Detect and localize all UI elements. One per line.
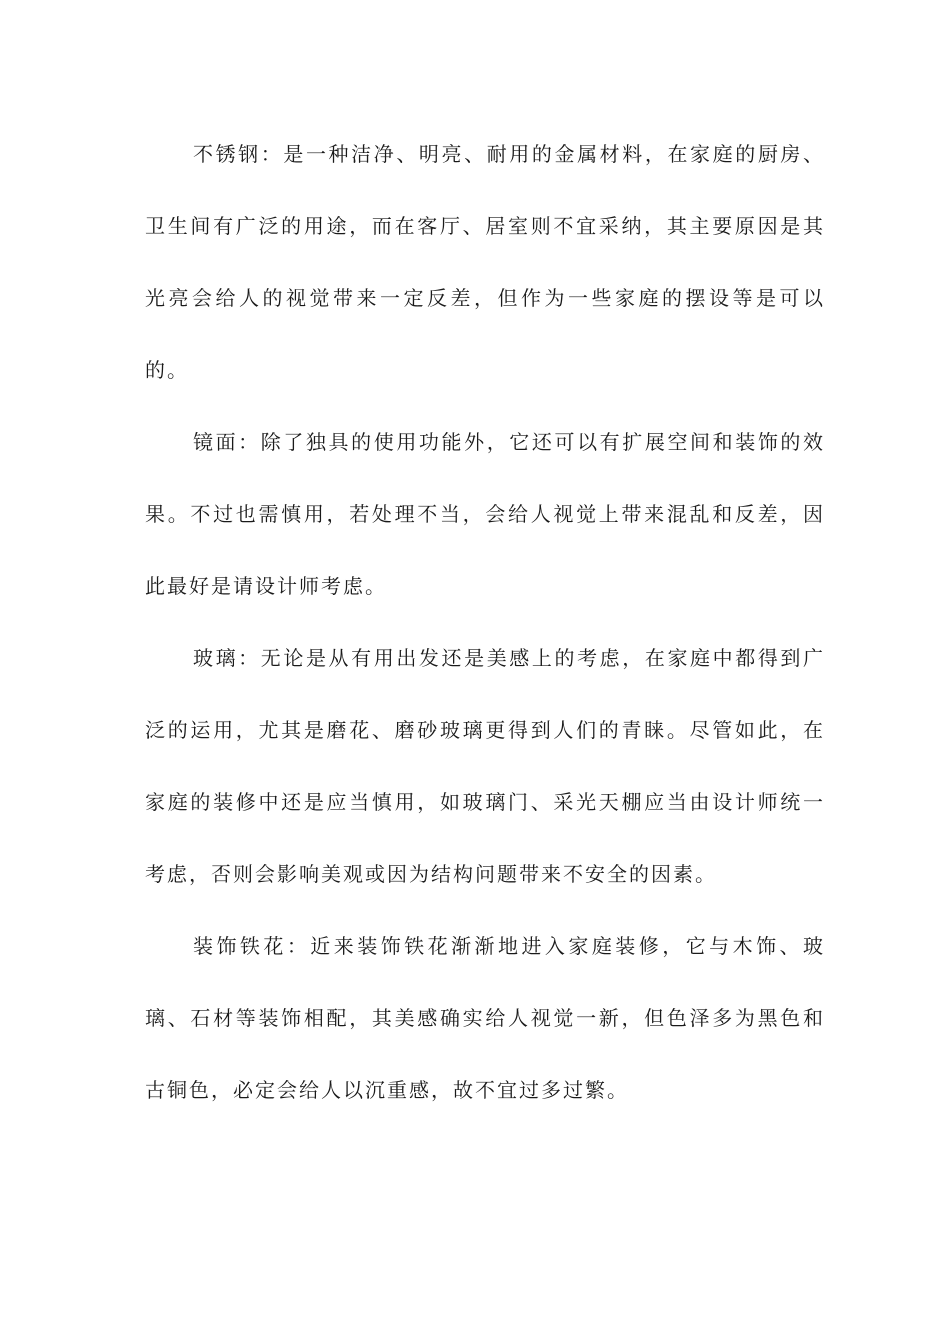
paragraph-glass: 玻璃：无论是从有用出发还是美感上的考虑，在家庭中都得到广泛的运用，尤其是磨花、磨砂玻璃更得到人们的青睐。尽管如此，在家庭的装修中还是应当慎用，如玻璃门、采光天棚应当由设计师统一考虑，否则会影响美观或因为结构问题带来不安全的因素。 [145,646,825,886]
paragraph-decorative-ironwork: 装饰铁花：近来装饰铁花渐渐地进入家庭装修，它与木饰、玻璃、石材等装饰相配，其美感确实给人视觉一新，但色泽多为黑色和古铜色，必定会给人以沉重感，故不宜过多过繁。 [145,934,825,1102]
document-body [145,118,825,1126]
paragraph-mirror: 镜面：除了独具的使用功能外，它还可以有扩展空间和装饰的效果。不过也需慎用，若处理不当，会给人视觉上带来混乱和反差，因此最好是请设计师考虑。 [145,430,825,598]
paragraph-stainless-steel: 不锈钢：是一种洁净、明亮、耐用的金属材料，在家庭的厨房、卫生间有广泛的用途，而在客厅、居室则不宜采纳，其主要原因是其光亮会给人的视觉带来一定反差，但作为一些家庭的摆设等是可以的。 [145,142,825,382]
